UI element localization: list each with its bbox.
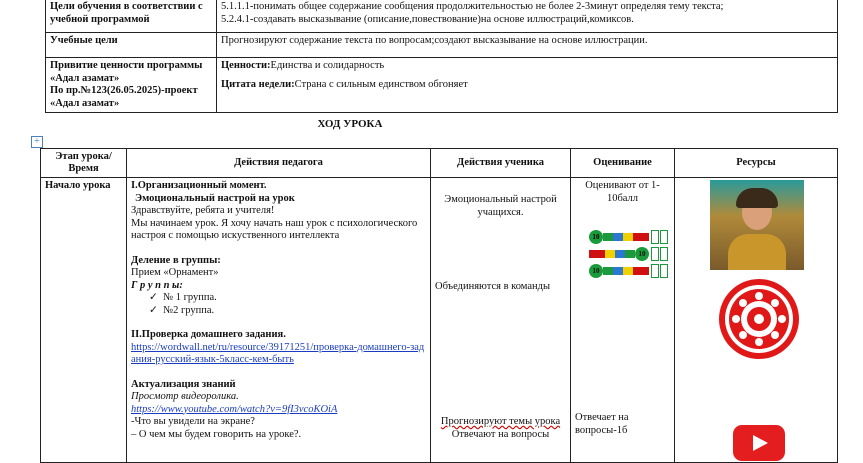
header-stage: Этап урока/ Время [41,149,127,178]
greeting: Здравствуйте, ребята и учителя! [131,205,275,216]
group-1-label: № 1 группа. [163,292,217,303]
thermometer-icons [589,230,668,278]
wordwall-link[interactable]: https://wordwall.net/ru/resource/39171251/проверка-домашнего-задания-русский-язык-5класс-кем-быть [131,341,425,365]
lesson-flow-table [40,148,838,463]
ornament-icon [717,277,801,361]
video-label: Просмотр видеоролика. [131,391,239,402]
student-answer: Отвечают на вопросы [451,428,550,440]
header-assessment: Оценивание [571,149,675,178]
thermometer-icon [589,247,668,261]
assessment-scale: Оценивают от 1-10балл [585,180,660,204]
intro-text: Мы начинаем урок. Я хочу начать наш урок с психологического настроя с помощью искуственного интеллекта [131,217,418,241]
values-label [46,58,217,113]
values-text: Единства и солидарность [270,60,385,71]
org-heading: I.Организационный момент. [131,180,267,191]
table-move-handle-icon[interactable]: + [31,136,43,148]
question-1: -Что вы увидели на экране? [131,416,255,427]
stage-cell: Начало урока [41,178,127,463]
group-2: ✓ №2 группа. [149,304,215,316]
lesson-info-table [45,0,838,113]
mood-heading: Эмоциональный настрой на урок [135,192,295,204]
values-key: Ценности: [221,60,271,71]
goals-value: Прогнозируют содержание текста по вопросам;создают высказывание на основе иллюстрации. [217,33,838,58]
thermometer-bulb: 10 [589,264,603,278]
groups-label: Г р у п п ы: [131,279,183,291]
thermometer-icon [589,264,668,278]
header-teacher: Действия педагога [127,149,431,178]
resources-cell [675,178,838,463]
teacher-cell [127,178,431,463]
values-label-line-1: Привитие ценности программы «Адал азамат» [50,60,203,84]
thermometer-icon [589,230,668,244]
objectives-value [217,0,838,33]
student-predict: Прогнозируют темы урока [440,416,561,427]
homework-heading: II.Проверка домашнего задания. [131,329,286,340]
student-mood: Эмоциональный настрой учащихся. [444,194,557,218]
youtube-link[interactable]: https://www.youtube.com/watch?v=9fI3vcoKOiA [131,403,338,415]
header-student: Действия ученика [431,149,571,178]
objective-1: 5.1.1.1-понимать общее содержание сообщения продолжительностью не более 2-3минут определяя тему текста; [221,1,724,12]
group-2-label: №2 группа. [163,304,215,316]
quote-text: Страна с сильным единством обгоняет [294,78,468,90]
thermometer-bulb: 10 [589,230,603,244]
youtube-icon[interactable] [733,425,785,461]
ornament-technique: Прием «Орнамент» [131,267,219,278]
values-label-line-2: По пр.№123(26.05.2025)-проект «Адал азамат» [50,85,198,109]
values-cell [217,58,838,113]
objective-2: 5.2.4.1-создавать высказывание (описание,повествование)на основе иллюстраций,комиксов. [221,13,634,25]
goals-label: Учебные цели [46,33,217,58]
actualization-heading: Актуализация знаний [131,378,236,390]
assessment-answer: Отвечает на вопросы-1б [575,412,629,436]
objectives-label: Цели обучения в соответствии с учебной программой [46,0,217,33]
groups-heading: Деление в группы: [131,254,221,266]
group-1: ✓ № 1 группа. [149,292,217,303]
thermometer-bulb: 10 [635,247,649,261]
header-resources: Ресурсы [675,149,838,178]
assessment-cell [571,178,675,463]
student-teams: Объединяются в команды [435,281,551,292]
ai-portrait-image [710,180,804,270]
section-title: ХОД УРОКА [317,118,383,130]
question-2: – О чем мы будем говорить на уроке?. [131,428,302,440]
student-cell [431,178,571,463]
quote-key: Цитата недели: [221,78,295,90]
